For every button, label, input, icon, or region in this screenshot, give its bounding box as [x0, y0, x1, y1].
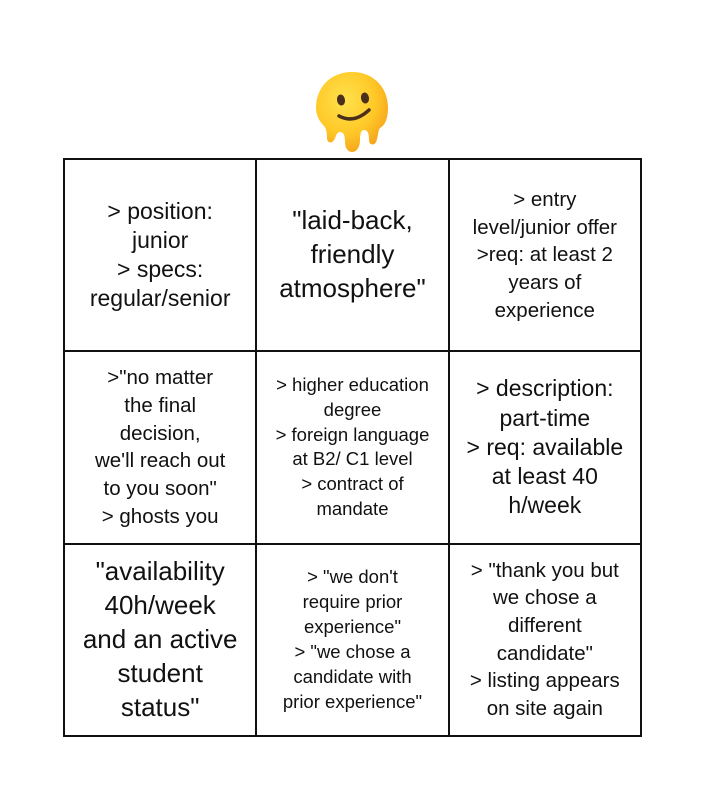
bingo-cell-text: "laid-back, friendly atmosphere"	[279, 205, 426, 304]
bingo-cell-8	[257, 545, 449, 737]
bingo-cell-text: > "we don't require prior experience" > "we chose a candidate with prior experience"	[282, 565, 423, 712]
bingo-cell-text: "availability 40h/week and an active student status"	[82, 556, 238, 722]
bingo-grid	[63, 158, 642, 737]
bingo-cell-9	[450, 545, 642, 737]
bingo-cell-text: >"no matter the final decision, we'll reach out to you soon" > ghosts you	[94, 366, 226, 528]
bingo-cell-text: > higher education degree > foreign language at B2/ C1 level > contract of mandate	[275, 373, 430, 520]
bingo-cell-4	[65, 352, 257, 544]
bingo-cell-text: > entry level/junior offer >req: at least 2 years of experience	[472, 187, 617, 322]
bingo-cell-text: > description: part-time > req: available at least 40 h/week	[466, 375, 624, 519]
bingo-cell-2	[257, 160, 449, 352]
bingo-cell-3	[450, 160, 642, 352]
bingo-cell-6	[450, 352, 642, 544]
bingo-cell-7	[65, 545, 257, 737]
bingo-cell-1	[65, 160, 257, 352]
bingo-cell-5	[257, 352, 449, 544]
bingo-cell-text: > position: junior > specs: regular/senior	[89, 197, 231, 312]
melting-face-icon	[314, 68, 390, 154]
bingo-cell-text: > "thank you but we chose a different candidate" > listing appears on site again	[469, 558, 620, 721]
